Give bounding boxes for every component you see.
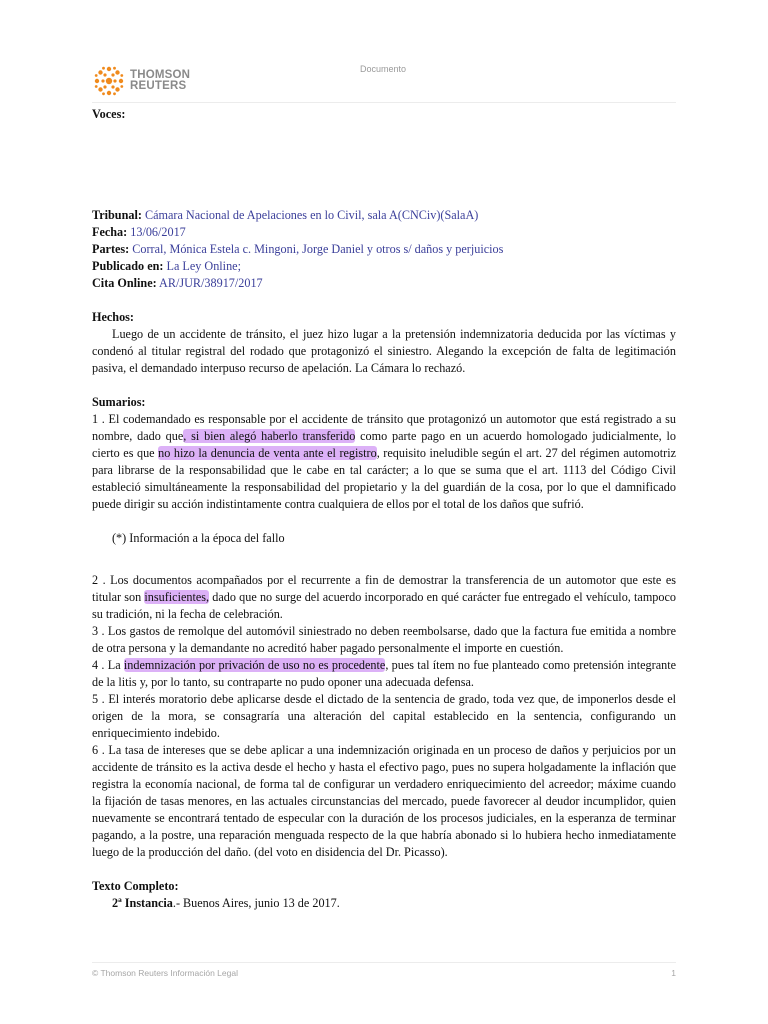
sumario-4: [92, 657, 676, 691]
sumario-2: [92, 572, 676, 623]
sumario-3: 3 . Los gastos de remolque del automóvil siniestrado no deben reembolsarse, dado que la factura fue emitida a nombre de otra persona y la demandante no acreditó haber pagado personalmente el importe en cuestión.: [92, 624, 676, 655]
instancia-text: .- Buenos Aires, junio 13 de 2017.: [172, 896, 340, 910]
document-label: Documento: [360, 64, 407, 74]
publicado-value[interactable]: La Ley Online;: [166, 259, 241, 273]
tribunal-label: Tribunal:: [92, 208, 142, 222]
sumario-2-text-b: dado que no surge del acuerdo incorporado en qué carácter fue entregado el vehículo, tampoco su tradición, ni la fecha de celebración.: [92, 590, 676, 621]
sumario-4-text-b: , pues tal ítem no fue planteado como pretensión integrante de la litis y, por lo tanto, su contraparte no pudo oponer una adecuada defensa.: [92, 658, 676, 689]
cita-label: Cita Online:: [92, 276, 157, 290]
sumario-1-text-b: como parte pago en un acuerdo homologado judicialmente, lo cierto es que: [92, 429, 676, 460]
page-footer: [92, 962, 676, 978]
highlight-4: indemnización por privación de uso no es procedente: [123, 658, 386, 672]
tribunal-row: [92, 207, 676, 224]
instancia-line: [92, 895, 676, 912]
fecha-row: [92, 224, 676, 241]
highlight-2: no hizo la denuncia de venta ante el registro: [158, 446, 377, 460]
document-body: [92, 106, 676, 912]
sumario-1: [92, 411, 676, 513]
thomson-reuters-logo: [92, 64, 190, 98]
sumario-6: 6 . La tasa de intereses que se debe aplicar a una indemnización originada en un proceso de daños y perjuicios por un accidente de tránsito es la activa desde el hecho y hasta el efectivo pago, pues no supera holgadamente la inflación que registra la economía nacional, de forma tal de configurar un verdadero enriquecimiento del acreedor; máxime cuando la fijación de tasas menores, en las actuales circunstancias del mercado, puede favorecer al deudor incumplidor, quien nuevamente se encontrará tentado de especular con la duración de los procesos judiciales, en la esperanza de terminar pagando, a la postre, una reparación menguada respecto de la que habría abonado si lo hubiera hecho inmediatamente luego de la producción del daño. (del voto en disidencia del Dr. Picasso).: [92, 743, 676, 859]
hechos-heading: Hechos:: [92, 310, 134, 324]
partes-value: Corral, Mónica Estela c. Mingoni, Jorge Daniel y otros s/ daños y perjuicios: [132, 242, 504, 256]
logo-line-1: THOMSON: [130, 69, 191, 81]
cita-row: [92, 275, 676, 292]
publicado-label: Publicado en:: [92, 259, 164, 273]
logo-wordmark: [130, 70, 190, 92]
fecha-label: Fecha:: [92, 225, 128, 239]
logo-sunburst-icon: [92, 64, 126, 98]
cita-value[interactable]: AR/JUR/38917/2017: [159, 276, 263, 290]
partes-label: Partes:: [92, 242, 130, 256]
partes-row: [92, 241, 676, 258]
texto-completo-heading: Texto Completo:: [92, 879, 179, 893]
epoca-note: (*) Información a la época del fallo: [112, 531, 285, 545]
logo-line-2: REUTERS: [130, 80, 187, 92]
footer-copyright: © Thomson Reuters Información Legal: [92, 968, 238, 978]
voces-label: Voces:: [92, 107, 126, 121]
publicado-row: [92, 258, 676, 275]
sumario-1-text-c: , requisito ineludible según el art. 27 del régimen automotriz para librarse de la responsabilidad que le cabe en tal carácter; a lo que se suma que el art. 1113 del Código Civil estableció simultáneamente la responsabilidad del propietario y la del guardián de la cosa, por lo que el damnificado puede dirigir su acción indistintamente contra cualquiera de ellos por el total de los daños que sufrió.: [92, 446, 676, 511]
instancia-label: 2ª Instancia: [112, 896, 173, 910]
highlight-1: , si bien alegó haberlo transferido: [183, 429, 356, 443]
sumario-4-text-a: 4 . La: [92, 658, 124, 672]
sumarios-heading: Sumarios:: [92, 395, 146, 409]
hechos-paragraph: Luego de un accidente de tránsito, el juez hizo lugar a la pretensión indemnizatoria deducida por las víctimas y condenó al titular registral del rodado que protagonizó el siniestro. Alegando la excepción de falta de legitimación pasiva, el demandado interpuso recurso de apelación. La Cámara lo rechazó.: [92, 327, 676, 375]
sumario-5: 5 . El interés moratorio debe aplicarse desde el dictado de la sentencia de grado, toda vez que, de imponerlos desde el origen de la mora, se consagraría una alteración del capital establecido en la sentencia, configurando un enriquecimiento indebido.: [92, 692, 676, 740]
tribunal-value: Cámara Nacional de Apelaciones en lo Civil, sala A(CNCiv)(SalaA): [144, 208, 479, 222]
sumario-1-text-a: 1 . El codemandado es responsable por el accidente de tránsito que protagonizó un automotor que está registrado a su nombre, dado que: [92, 412, 676, 443]
sumario-2-text-a: 2 . Los documentos acompañados por el recurrente a fin de demostrar la transferencia de un automotor que este es titular son: [92, 573, 676, 604]
page-number: 1: [671, 968, 676, 978]
highlight-3: insuficientes,: [144, 590, 210, 604]
fecha-value: 13/06/2017: [130, 225, 186, 239]
page-header: [92, 60, 676, 103]
